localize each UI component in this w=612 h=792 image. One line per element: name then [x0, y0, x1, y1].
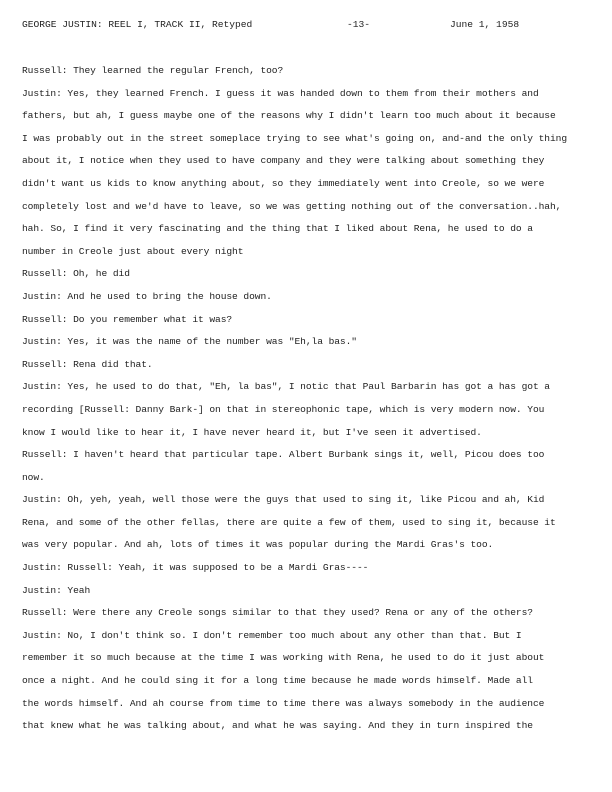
transcript-line: the words himself. And ah course from time to time there was always somebody in the audience — [22, 697, 545, 709]
transcript-line: was very popular. And ah, lots of times it was popular during the Mardi Gras's too. — [22, 539, 494, 551]
transcript-line: I was probably out in the street someplace trying to see what's going on, and-and the only thing — [22, 132, 568, 144]
transcript-line: completely lost and we'd have to leave, so we was getting nothing out of the conversation..hah, — [22, 200, 562, 212]
transcript-line: Russell: Were there any Creole songs similar to that they used? Rena or any of the others? — [22, 607, 533, 619]
transcript-body — [22, 60, 594, 738]
transcript-line: remember it so much because at the time I was working with Rena, he used to do it just about — [22, 652, 545, 664]
transcript-line: number in Creole just about every night — [22, 245, 244, 257]
transcript-line: now. — [22, 471, 45, 483]
transcript-line: Justin: Yeah — [22, 584, 91, 596]
transcript-line: Justin: Russell: Yeah, it was supposed to be a Mardi Gras---- — [22, 562, 369, 574]
page-header — [22, 19, 592, 33]
transcript-line: Russell: They learned the regular French, too? — [22, 65, 284, 76]
transcript-line: Justin: Yes, he used to do that, "Eh, la bas", I notic that Paul Barbarin has got a has got a — [22, 381, 550, 393]
transcript-line: that knew what he was talking about, and what he was saying. And they in turn inspired the — [22, 720, 533, 732]
transcript-line: Russell: Do you remember what it was? — [22, 313, 233, 325]
transcript-line: Justin: Oh, yeh, yeah, well those were the guys that used to sing it, like Picou and ah, Kid — [22, 494, 545, 506]
transcript-line: recording [Russell: Danny Bark-] on that in stereophonic tape, which is very modern now. You — [22, 403, 545, 415]
transcript-line: Justin: Yes, it was the name of the number was "Eh,la bas." — [22, 336, 357, 348]
transcript-line: Justin: Yes, they learned French. I guess it was handed down to them from their mothers and — [22, 87, 539, 99]
transcript-line: didn't want us kids to know anything about, so they immediately went into Creole, so we were — [22, 177, 545, 189]
transcript-line: fathers, but ah, I guess maybe one of the reasons why I didn't learn too much about it because — [22, 110, 556, 122]
transcript-line: hah. So, I find it very fascinating and the thing that I liked about Rena, he used to do a — [22, 223, 533, 235]
header-date: June 1, 1958 — [450, 19, 520, 30]
transcript-line: Justin: No, I don't think so. I don't remember too much about any other than that. But I — [22, 629, 522, 641]
transcript-line: Russell: Oh, he did — [22, 268, 130, 280]
transcript-line: Russell: Rena did that. — [22, 358, 153, 370]
header-title: GEORGE JUSTIN: REEL I, TRACK II, Retyped — [22, 19, 253, 30]
transcript-line: about it, I notice when they used to have company and they were talking about something they — [22, 155, 545, 167]
transcript-line: Russell: I haven't heard that particular tape. Albert Burbank sings it, well, Picou does too — [22, 449, 545, 461]
page-number: -13- — [347, 19, 371, 30]
transcript-line: once a night. And he could sing it for a long time because he made words himself. Made all — [22, 675, 533, 687]
transcript-line: know I would like to hear it, I have never heard it, but I've seen it advertised. — [22, 426, 482, 438]
transcript-line: Justin: And he used to bring the house down. — [22, 290, 272, 302]
transcript-line: Rena, and some of the other fellas, there are quite a few of them, used to sing it, because it — [22, 516, 556, 528]
